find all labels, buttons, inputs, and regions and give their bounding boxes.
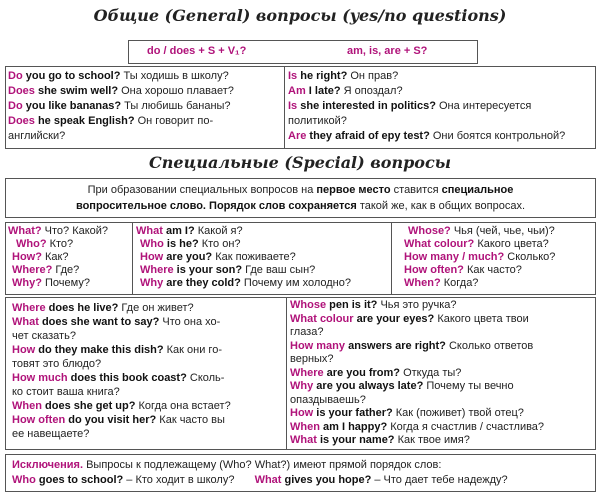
formula-am-is-are: am, is, are + S? [347,45,428,57]
question-words-col1 [8,225,130,295]
list-item: When? Когда? [404,277,479,289]
list-item: What am I? Какой я? [136,225,243,237]
question-words-col2 [136,225,389,295]
question-words-box [5,222,596,295]
list-item: глаза? [290,326,324,338]
list-item: Do you go to school? Ты ходишь в школу? [8,70,229,82]
list-item: Where is your son? Где ваш сын? [140,264,316,276]
list-item: How are you? Как поживаете? [140,251,296,263]
list-item: Where? Где? [12,264,80,276]
list-item: товят это блюдо? [12,358,102,370]
list-item: Where are you from? Откуда ты? [290,366,462,379]
list-item: How often? Как часто? [404,264,522,276]
list-item: Am I late? Я опоздал? [288,85,403,97]
list-item: ко стоит ваша книга? [12,386,120,398]
list-item: How? Как? [12,251,69,263]
list-item: Why? Почему? [12,277,90,289]
list-item: опаздываешь? [290,393,366,406]
list-item: What colour? Какого цвета? [404,238,549,250]
list-item: политикой? [288,115,347,127]
list-item: When am I happy? Когда я счастлив / счастлива? [290,420,545,433]
list-item: Is she interested in politics? Она интересуется [288,100,532,112]
list-item: How many answers are right? Сколько ответов [290,339,534,352]
list-item: How much does this book coast? Сколь- [12,372,225,384]
list-item: When does she get up? Когда она встает? [12,400,231,412]
formula-do-does: do / does + S + V₁? [147,45,247,57]
list-item: Why are you always late? Почему ты вечно [290,380,514,392]
special-title: Специальные (Special) вопросы [149,153,451,172]
list-item: Who? Кто? [16,238,74,250]
exceptions-examples: Who goes to school? – Кто ходит в школу? What gives you hope? – Что дает тебе надежду? [12,474,508,486]
list-item: верных? [290,353,334,365]
examples-left-column [12,302,282,448]
list-item: What colour are your eyes? Какого цвета твои [290,312,529,325]
general-right-column [288,70,595,148]
general-title: Общие (General) вопросы (yes/no questions) [93,6,507,25]
list-item: How many / much? Сколько? [404,251,556,263]
list-item: Does she swim well? Она хорошо плавает? [8,85,234,97]
list-item: What? Что? Какой? [8,225,109,237]
list-item: Whose pen is it? Чья это ручка? [290,299,457,311]
list-item: английски? [8,130,66,142]
rule-box: При образовании специальных вопросов на первое место ставится специальное вопросительное слово. Порядок слов сохраняется такой же, как в общих вопросах. [5,178,596,218]
list-item: ее навещаете? [12,428,90,440]
list-item: Who is he? Кто он? [140,238,241,250]
list-item: Why are they cold? Почему им холодно? [140,277,351,289]
general-left-column [8,70,282,148]
exceptions-box [5,454,596,492]
list-item: чет сказать? [12,330,76,342]
list-item: What is your name? Как твое имя? [290,434,470,446]
list-item: How do they make this dish? Как они го- [12,344,222,356]
list-item: Do you like bananas? Ты любишь бананы? [8,100,231,112]
general-questions-box [5,66,596,149]
examples-right-column [290,299,595,449]
list-item: Does he speak English? Он говорит по- [8,115,214,127]
list-item: Whose? Чья (чей, чье, чьи)? [408,225,555,237]
exceptions-rule: Исключения. Выпросы к подлежащему (Who? What?) имеют прямой порядок слов: [12,459,442,471]
list-item: How is your father? Как (поживет) твой отец? [290,407,524,419]
formula-box [128,40,478,64]
question-words-col3 [396,225,595,295]
list-item: Are they afraid of epy test? Они боятся контрольной? [288,130,566,142]
list-item: What does she want to say? Что она хо- [12,316,221,328]
list-item: Is he right? Он прав? [288,70,399,82]
examples-box [5,297,596,450]
list-item: Where does he live? Где он живет? [12,302,194,314]
list-item: How often do you visit her? Как часто вы [12,414,225,426]
